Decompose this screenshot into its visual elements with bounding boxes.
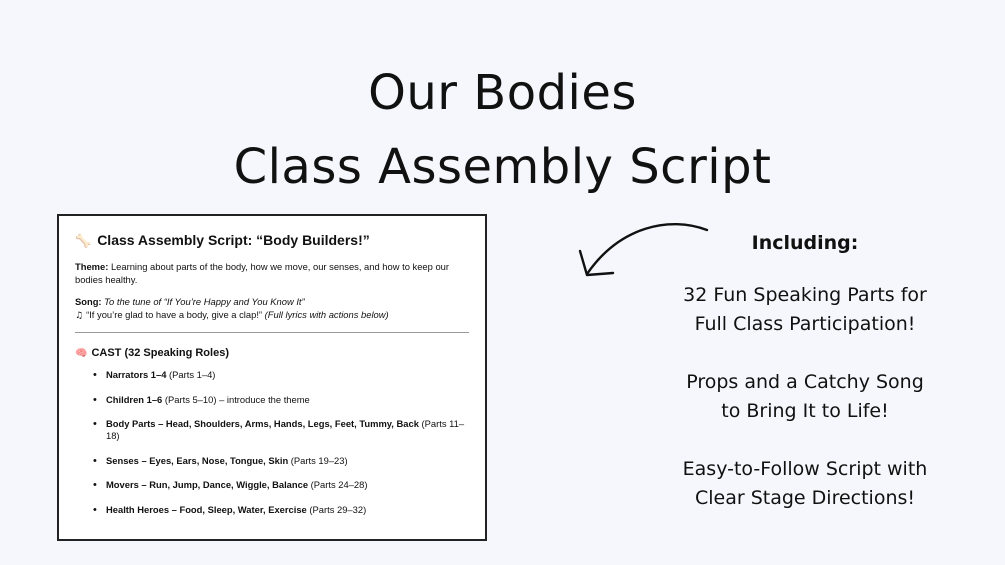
feature-line-1: 32 Fun Speaking Parts for: [683, 284, 927, 306]
feature-line-2: Clear Stage Directions!: [694, 487, 916, 509]
document-heading: [75, 232, 469, 249]
script-preview-document: [57, 214, 487, 541]
feature-item: [640, 281, 970, 339]
cast-role-detail: (Parts 19–23): [288, 454, 348, 466]
feature-item: [640, 368, 970, 426]
list-item: [93, 369, 469, 381]
song-line: “If you’re glad to have a body, give a clap!”: [86, 308, 263, 320]
feature-line-2: Full Class Participation!: [694, 313, 916, 335]
cast-heading-text: CAST (32 Speaking Roles): [91, 347, 229, 359]
list-item: [93, 455, 469, 467]
list-item: [93, 479, 469, 491]
cast-role-name: Body Parts – Head, Shoulders, Arms, Hands, Legs, Feet, Tummy, Back: [106, 418, 419, 429]
cast-role-detail: (Parts 11–18): [106, 418, 465, 441]
song-label: Song:: [75, 296, 102, 307]
cast-role-detail: (Parts 29–32): [306, 503, 367, 515]
page-title: [0, 56, 1005, 204]
theme-paragraph: [75, 261, 469, 286]
song-tune: To the tune of “If You’re Happy and You Know It”: [104, 296, 305, 307]
music-note-icon: ♫: [75, 310, 84, 321]
title-line-1: Our Bodies: [368, 65, 637, 121]
feature-item: [640, 455, 970, 513]
title-line-2: Class Assembly Script: [233, 139, 772, 195]
theme-text: Learning about parts of the body, how we move, our senses, and how to keep our bodies healthy.: [75, 261, 450, 285]
brain-icon: 🧠: [75, 348, 88, 359]
list-item: [93, 504, 469, 516]
cast-role-detail: (Parts 5–10) – introduce the theme: [162, 393, 310, 405]
theme-label: Theme:: [75, 261, 109, 272]
cast-list: [75, 369, 469, 516]
song-note: (Full lyrics with actions below): [264, 308, 389, 320]
list-item: [93, 394, 469, 406]
song-paragraph: [75, 296, 469, 322]
cast-role-name: Senses – Eyes, Ears, Nose, Tongue, Skin: [106, 454, 289, 466]
feature-line-2: to Bring It to Life!: [721, 400, 889, 422]
divider: [75, 332, 469, 333]
cast-heading: [75, 347, 469, 359]
cast-role-name: Health Heroes – Food, Sleep, Water, Exercise: [106, 503, 307, 515]
feature-line-1: Easy-to-Follow Script with: [682, 458, 928, 480]
feature-line-1: Props and a Catchy Song: [686, 371, 924, 393]
bone-icon: 🦴: [75, 234, 92, 249]
list-item: [93, 418, 469, 442]
cast-role-detail: (Parts 1–4): [166, 369, 216, 380]
document-heading-text: Class Assembly Script: “Body Builders!”: [97, 232, 370, 248]
cast-role-detail: (Parts 24–28): [308, 479, 368, 490]
cast-role-name: Movers – Run, Jump, Dance, Wiggle, Balance: [106, 479, 309, 490]
cast-role-name: Children 1–6: [106, 393, 163, 405]
features-panel: [640, 232, 970, 542]
cast-role-name: Narrators 1–4: [106, 369, 167, 380]
features-heading: Including:: [751, 232, 859, 254]
